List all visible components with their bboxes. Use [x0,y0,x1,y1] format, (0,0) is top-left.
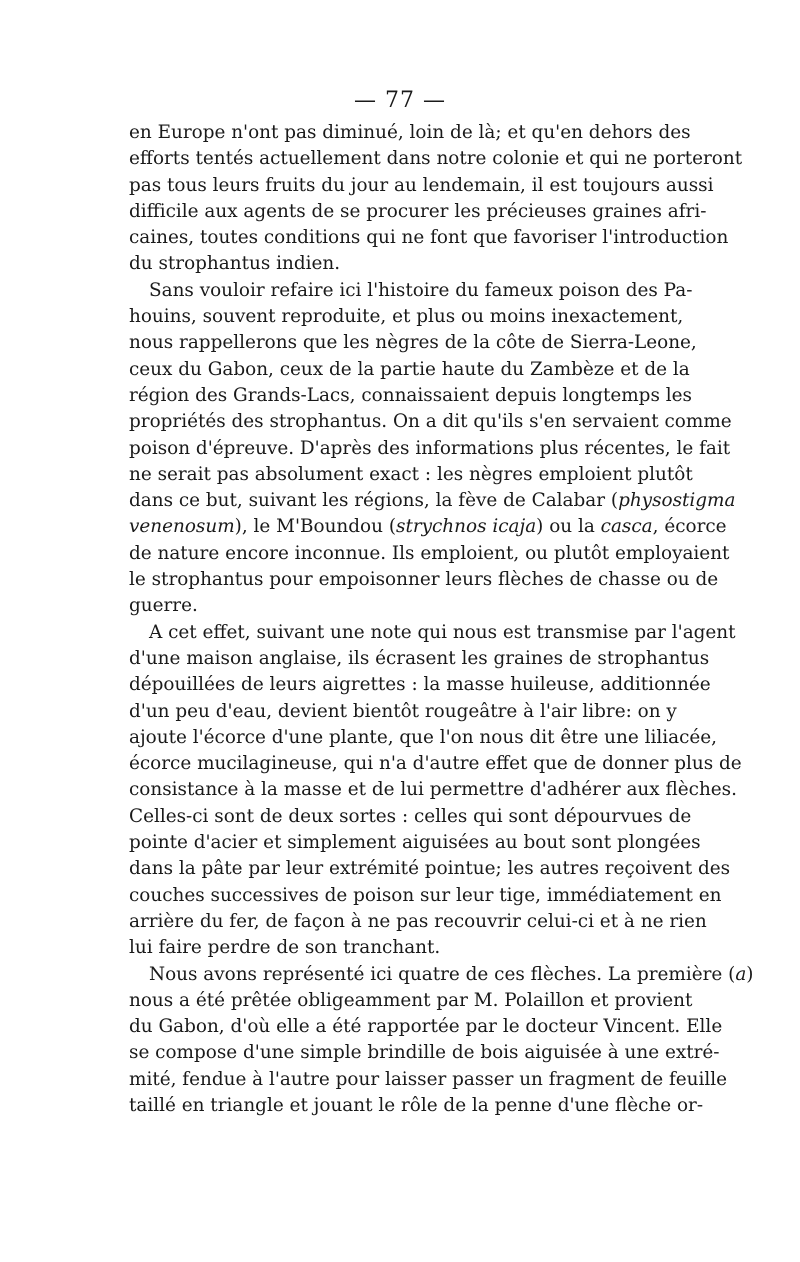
text-line: propriétés des strophantus. On a dit qu'ils s'en servaient comme [129,411,732,433]
text-line: Celles-ci sont de deux sortes : celles qui sont dépourvues de [129,805,692,827]
paragraph [129,962,754,1120]
text-line: nous a été prêtée obligeamment par M. Polaillon et provient [129,989,693,1011]
body-text [129,120,754,1119]
text-line: région des Grands-Lacs, connaissaient depuis longtemps les [129,384,692,406]
text-line: lui faire perdre de son tranchant. [129,937,441,959]
text-line: Nous avons représenté ici quatre de ces flèches. La première (a) [149,963,754,985]
text-line: dépouillées de leurs aigrettes : la masse huileuse, additionnée [129,674,711,696]
text-line: d'une maison anglaise, ils écrasent les graines de strophantus [129,647,710,669]
text-line: en Europe n'ont pas diminué, loin de là; et qu'en dehors des [129,122,691,143]
text-line: mité, fendue à l'autre pour laisser passer un fragment de feuille [129,1068,728,1090]
text-line: efforts tentés actuellement dans notre colonie et qui ne porteront [129,148,743,170]
text-line: ajoute l'écorce d'une plante, que l'on nous dit être une liliacée, [129,726,717,748]
text-line: nous rappellerons que les nègres de la côte de Sierra-Leone, [129,332,697,354]
text-line: consistance à la masse et de lui permettre d'adhérer aux flèches. [129,779,737,801]
paragraph [129,278,736,620]
text-line: A cet effet, suivant une note qui nous est transmise par l'agent [149,621,736,643]
text-line: pointe d'acier et simplement aiguisées au bout sont plongées [129,832,701,854]
text-line: Sans vouloir refaire ici l'histoire du fameux poison des Pa- [149,279,693,301]
text-line: venenosum), le M'Boundou (strychnos icaja) ou la casca, écorce [129,516,727,538]
text-line: guerre. [129,595,198,617]
text-line: du strophantus indien. [129,253,341,275]
text-line: écorce mucilagineuse, qui n'a d'autre effet que de donner plus de [129,753,742,775]
text-line: pas tous leurs fruits du jour au lendemain, il est toujours aussi [129,174,714,196]
text-line: taillé en triangle et jouant le rôle de la penne d'une flèche or- [129,1094,704,1116]
text-line: houins, souvent reproduite, et plus ou moins inexactement, [129,306,684,328]
text-line: de nature encore inconnue. Ils emploient, ou plutôt employaient [129,542,730,564]
paragraph [129,620,742,962]
text-line: poison d'épreuve. D'après des informations plus récentes, le fait [129,437,731,459]
page-number: — 77 — [354,88,446,113]
text-line: arrière du fer, de façon à ne pas recouvrir celui-ci et à ne rien [129,910,707,932]
text-line: ceux du Gabon, ceux de la partie haute du Zambèze et de la [129,358,690,380]
paragraph [129,120,743,278]
text-line: le strophantus pour empoisonner leurs flèches de chasse ou de [129,569,719,591]
text-line: dans ce but, suivant les régions, la fève de Calabar (physostigma [129,490,736,512]
text-line: du Gabon, d'où elle a été rapportée par le docteur Vincent. Elle [129,1016,723,1038]
text-line: d'un peu d'eau, devient bientôt rougeâtre à l'air libre: on y [129,700,677,722]
text-line: se compose d'une simple brindille de bois aiguisée à une extré- [129,1042,720,1064]
text-line: couches successives de poison sur leur tige, immédiatement en [129,884,722,906]
text-line: ne serait pas absolument exact : les nègres emploient plutôt [129,463,693,485]
text-line: caines, toutes conditions qui ne font que favoriser l'introduction [129,227,729,249]
text-line: difficile aux agents de se procurer les précieuses graines afri- [129,200,707,222]
text-line: dans la pâte par leur extrémité pointue; les autres reçoivent des [129,858,731,880]
